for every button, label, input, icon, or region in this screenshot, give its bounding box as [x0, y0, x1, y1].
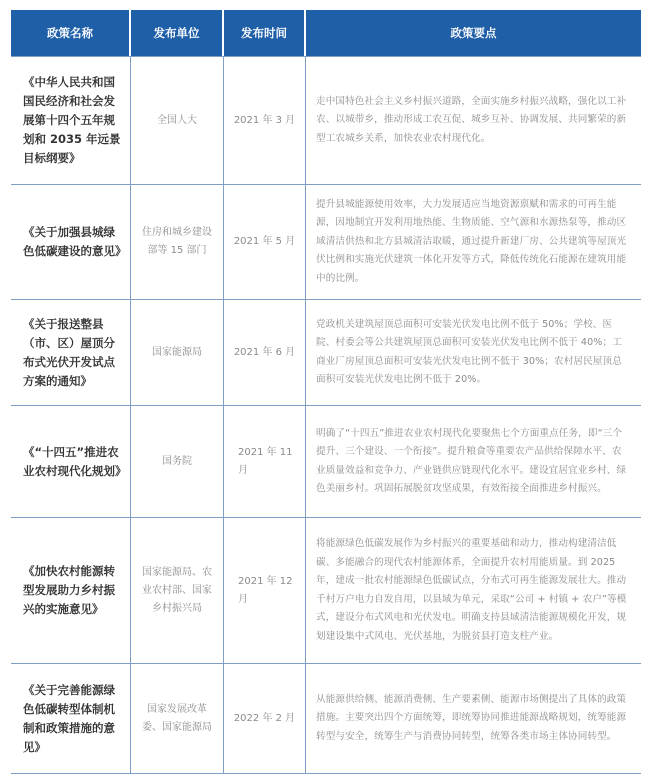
header-key-points: 政策要点: [306, 10, 641, 56]
policy-name: 《关于报送整县（市、区）屋顶分布式光伏开发试点方案的通知》: [11, 300, 131, 406]
table-row: [11, 300, 641, 406]
policy-key-points: 明确了“十四五”推进农业农村现代化要聚焦七个方面重点任务，即“三个提升、三个建设、一个衔接”。提升粮食等重要农产品供给保障水平、农业质量效益和竞争力、产业链供应链现代化水平。建设宜居宜业乡村、绿色美丽乡村。巩固拓展脱贫攻坚成果，有效衔接全面推进乡村振兴。: [306, 406, 641, 518]
policy-date: 2022 年 2 月: [224, 664, 306, 774]
policy-name: 《加快农村能源转型发展助力乡村振兴的实施意见》: [11, 518, 131, 664]
policy-date: 2021 年 12 月: [224, 518, 306, 664]
policy-date: 2021 年 3 月: [224, 56, 306, 185]
policy-name: 《关于加强县城绿色低碳建设的意见》: [11, 185, 131, 300]
policy-key-points: 从能源供给侧、能源消费侧、生产要素侧、能源市场侧提出了具体的政策措施。主要突出四个方面统筹，即统筹协同推进能源战略规划，统筹能源转型与安全，统筹生产与消费协同转型，统筹各类市场主体协同转型。: [306, 664, 641, 774]
policy-date: 2021 年 6 月: [224, 300, 306, 406]
policy-issuer: 全国人大: [131, 56, 224, 185]
policy-issuer: 国家能源局、农业农村部、国家乡村振兴局: [131, 518, 224, 664]
policy-date: 2021 年 11 月: [224, 406, 306, 518]
policy-name: 《关于完善能源绿色低碳转型体制机制和政策措施的意见》: [11, 664, 131, 774]
table-header: [11, 10, 641, 56]
policy-issuer: 国家能源局: [131, 300, 224, 406]
table-row: [11, 406, 641, 518]
policy-date: 2021 年 5 月: [224, 185, 306, 300]
policy-name: 《“十四五”推进农业农村现代化规划》: [11, 406, 131, 518]
policy-key-points: 党政机关建筑屋顶总面积可安装光伏发电比例不低于 50%；学校、医院、村委会等公共建筑屋顶总面积可安装光伏发电比例不低于 40%；工商业厂房屋顶总面积可安装光伏发电比例不低于 30%；农村居民屋顶总面积可安装光伏发电比例不低于 20%。: [306, 300, 641, 406]
table-row: [11, 664, 641, 774]
header-policy-name: 政策名称: [11, 10, 131, 56]
policy-key-points: 走中国特色社会主义乡村振兴道路，全面实施乡村振兴战略，强化以工补农、以城带乡，推动形成工农互促、城乡互补、协调发展、共同繁荣的新型工农城乡关系，加快农业农村现代化。: [306, 56, 641, 185]
policy-issuer: 国务院: [131, 406, 224, 518]
table-row: [11, 518, 641, 664]
policy-table: [11, 10, 641, 774]
table-row: [11, 56, 641, 185]
policy-issuer: 住房和城乡建设部等 15 部门: [131, 185, 224, 300]
policy-issuer: 国家发展改革委、国家能源局: [131, 664, 224, 774]
table-row: [11, 185, 641, 300]
header-release-date: 发布时间: [224, 10, 306, 56]
policy-key-points: 将能源绿色低碳发展作为乡村振兴的重要基础和动力，推动构建清洁低碳、多能融合的现代农村能源体系，全面提升农村用能质量。到 2025 年，建成一批农村能源绿色低碳试点，分布式可再生能源发展壮大。推动千村万户电力自发自用，以县域为单元，采取“公司 + 村镇 + 农户”等模式，建设分布式风电和光伏发电。明确支持县域清洁能源规模化开发，规划建设集中式风电、光伏基地，为脱贫县打造支柱产业。: [306, 518, 641, 664]
policy-key-points: 提升县城能源使用效率，大力发展适应当地资源禀赋和需求的可再生能源，因地制宜开发利用地热能、生物质能、空气源和水源热泵等，推动区域清洁供热和北方县城清洁取暖，通过提升新建厂房、公共建筑等屋顶光伏比例和实施光伏建筑一体化开发等方式，降低传统化石能源在建筑用能中的比例。: [306, 185, 641, 300]
policy-name: 《中华人民共和国国民经济和社会发展第十四个五年规划和 2035 年远景目标纲要》: [11, 56, 131, 185]
header-issuer: 发布单位: [131, 10, 224, 56]
